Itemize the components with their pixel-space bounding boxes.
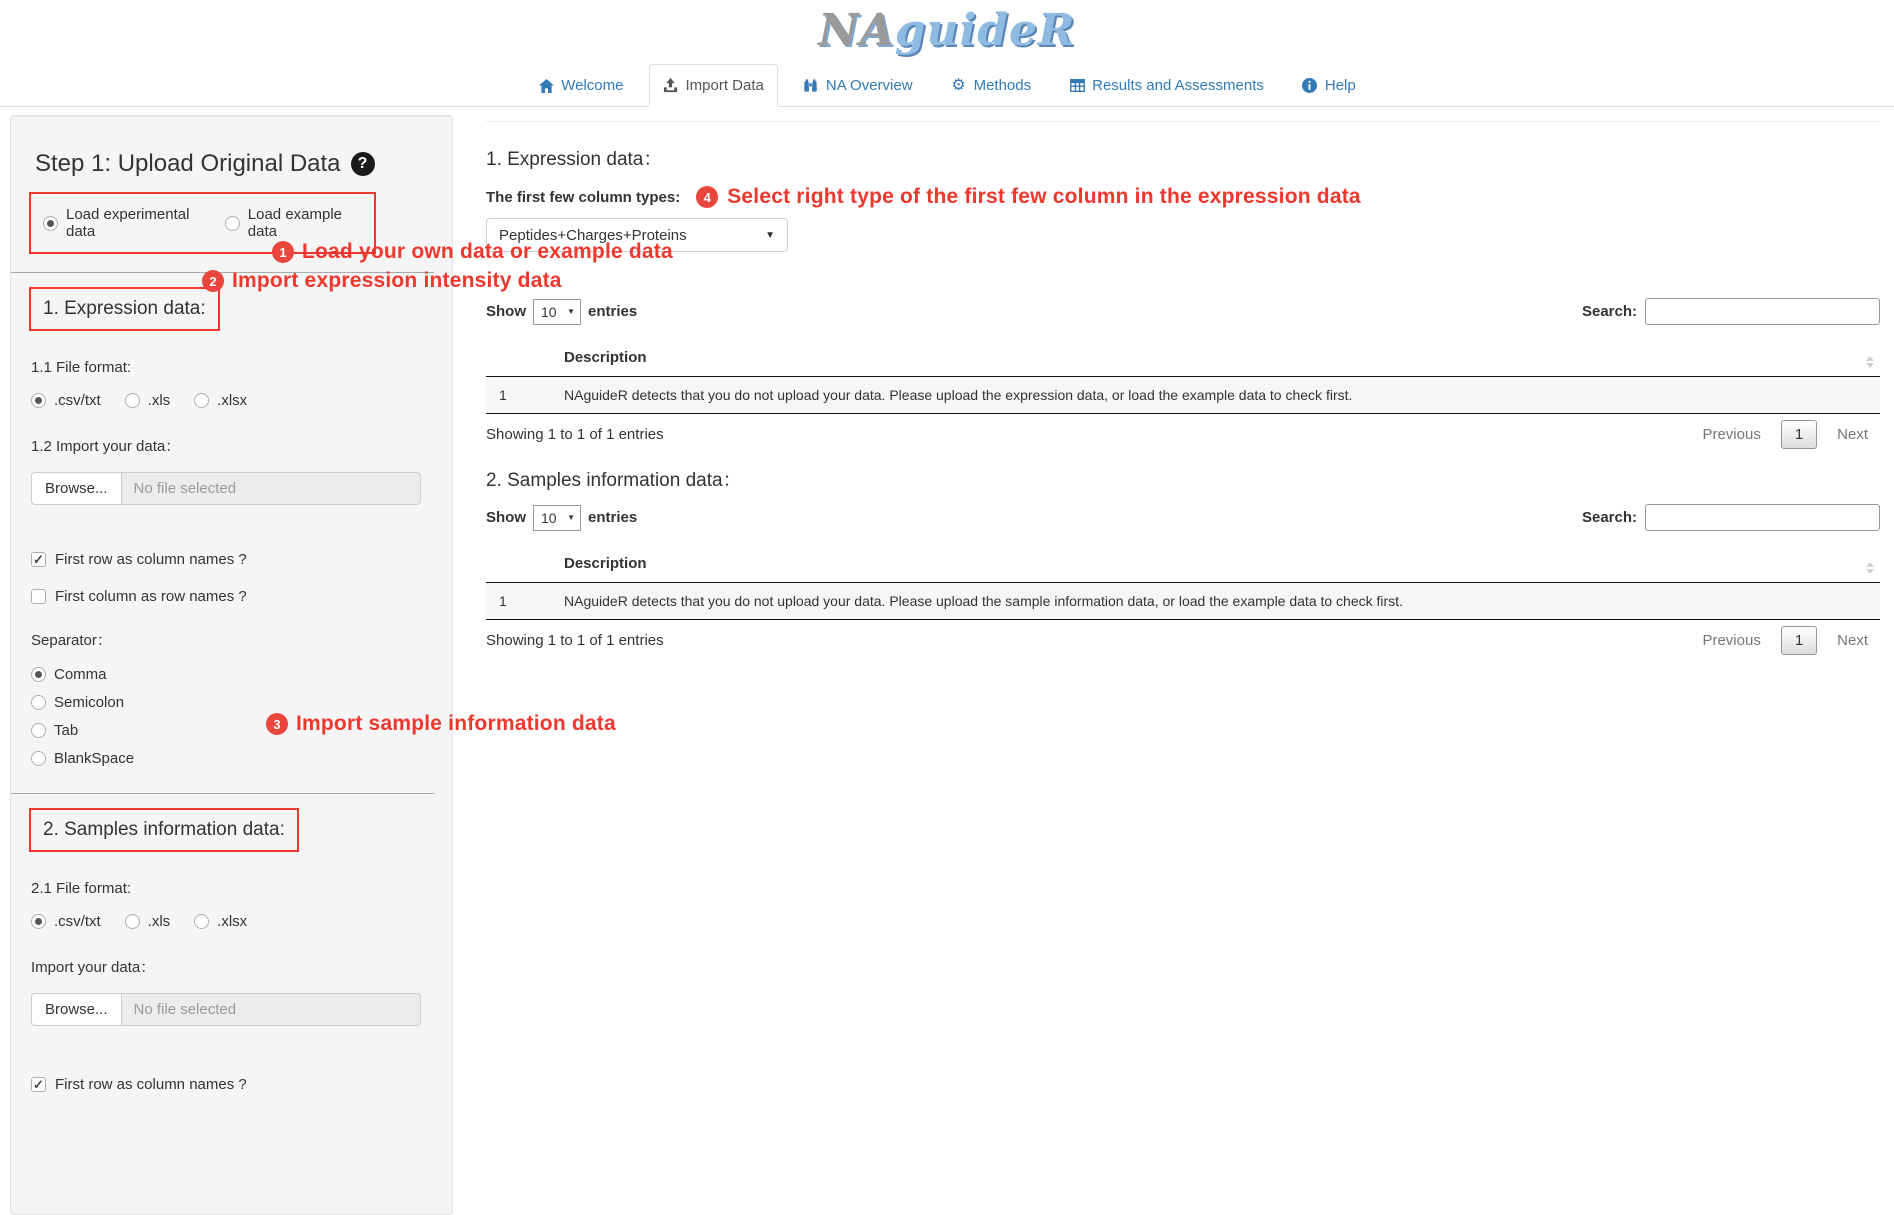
- file-selected-text-samples: No file selected: [122, 993, 421, 1026]
- annotation-1-text: Load your own data or example data: [302, 240, 673, 263]
- sidebar-title: [35, 150, 432, 178]
- row-index-cell: 1: [499, 593, 507, 609]
- radio-dot: [31, 914, 46, 929]
- gears-icon: ⚙: [951, 76, 966, 94]
- radio-format1-xlsx[interactable]: [194, 392, 247, 409]
- table1-controls: [486, 298, 1880, 325]
- tab-methods[interactable]: [938, 65, 1045, 106]
- browse-button-samples[interactable]: Browse...: [31, 993, 122, 1026]
- annotation-4: [696, 185, 1361, 209]
- table2-controls: [486, 504, 1880, 531]
- tab-welcome-label: Welcome: [561, 77, 624, 94]
- main-panel: [453, 115, 1884, 1215]
- main-nav: [0, 60, 1894, 107]
- radio-load-experimental[interactable]: [43, 206, 207, 240]
- tab-na-overview[interactable]: [790, 65, 926, 106]
- sort-icon[interactable]: [1866, 562, 1874, 574]
- tab-import-data[interactable]: [649, 64, 778, 107]
- table2-pagination: [1690, 626, 1880, 655]
- checkbox-box: [31, 589, 46, 604]
- table1-search-input[interactable]: [1645, 298, 1880, 325]
- table-icon: [1069, 78, 1085, 94]
- checkbox-label: First row as column names ?: [55, 1076, 247, 1093]
- table1-header-row[interactable]: [486, 343, 1880, 377]
- app-logo: [818, 6, 1075, 56]
- expression-heading-annotation-box: [29, 287, 220, 331]
- table1-length-control: [486, 299, 637, 325]
- current-page-button[interactable]: 1: [1781, 420, 1817, 449]
- radio-dot: [125, 914, 140, 929]
- radio-dot: [43, 216, 58, 231]
- import-data-label-1: 1.2 Import your data：: [31, 438, 181, 455]
- samples-heading: 2. Samples information data:: [43, 819, 285, 840]
- chevron-down-icon: ▼: [765, 229, 775, 241]
- radio-dot: [31, 723, 46, 738]
- radio-load-example[interactable]: [225, 206, 362, 240]
- checkbox-label: First column as row names ?: [55, 588, 247, 605]
- file-format-label-2: 2.1 File format:: [31, 880, 132, 897]
- previous-page-button[interactable]: Previous: [1702, 632, 1761, 649]
- sidebar-title-text: Step 1: Upload Original Data: [35, 150, 341, 177]
- radio-dot: [125, 393, 140, 408]
- radio-sep-comma[interactable]: [31, 666, 432, 683]
- tab-na-overview-label: NA Overview: [825, 77, 913, 94]
- expression-section-heading: 1. Expression data：: [486, 149, 663, 170]
- tab-results-assessments[interactable]: [1056, 65, 1277, 106]
- tab-help-label: Help: [1324, 77, 1356, 94]
- samples-table: [486, 549, 1880, 655]
- sidebar-divider: [11, 793, 434, 794]
- expression-heading: 1. Expression data:: [43, 298, 206, 319]
- radio-dot: [194, 914, 209, 929]
- radio-format1-xls[interactable]: [125, 392, 171, 409]
- next-page-button[interactable]: Next: [1837, 426, 1868, 443]
- entries-label: entries: [588, 509, 638, 526]
- file-selected-text-expression: No file selected: [122, 472, 421, 505]
- search-label: Search:: [1581, 303, 1637, 320]
- tab-welcome[interactable]: [525, 65, 636, 106]
- logo-guider-part: guideR: [894, 5, 1076, 56]
- chevron-down-icon: ▼: [567, 307, 575, 316]
- radio-format1-csv[interactable]: [31, 392, 101, 409]
- radio-label: .xlsx: [217, 913, 248, 930]
- binoculars-icon: [803, 78, 819, 94]
- annotation-4-number: 4: [696, 186, 718, 208]
- previous-page-button[interactable]: Previous: [1702, 426, 1761, 443]
- annotation-1: [272, 240, 673, 264]
- radio-dot: [31, 667, 46, 682]
- next-page-button[interactable]: Next: [1837, 632, 1868, 649]
- radio-dot: [194, 393, 209, 408]
- radio-label: Semicolon: [54, 694, 125, 711]
- help-question-icon[interactable]: ?: [351, 152, 375, 176]
- page-size-value: 10: [541, 303, 557, 320]
- page-size-value: 10: [541, 509, 557, 526]
- radio-label: Load experimental data: [66, 206, 190, 240]
- search-label: Search:: [1581, 509, 1637, 526]
- radio-label: Comma: [54, 666, 107, 683]
- checkbox-box: [31, 1077, 46, 1092]
- logo-na-part: NA: [818, 5, 895, 56]
- index-column-header: [486, 549, 564, 582]
- radio-format2-xls[interactable]: [125, 913, 171, 930]
- description-column-header: Description: [564, 555, 647, 572]
- row-description-cell: NAguideR detects that you do not upload your data. Please upload the sample information data, or load the example data to check first.: [564, 593, 1403, 609]
- file-input-samples: [31, 993, 421, 1026]
- radio-format2-xlsx[interactable]: [194, 913, 247, 930]
- annotation-2: [202, 269, 562, 293]
- annotation-3-text: Import sample information data: [296, 712, 616, 735]
- checkbox-box: [31, 552, 46, 567]
- table1-page-size-select[interactable]: [533, 299, 581, 325]
- app-header: [0, 0, 1894, 60]
- table1-search: [1582, 298, 1880, 325]
- row-index-cell: 1: [499, 387, 507, 403]
- row-description-cell: NAguideR detects that you do not upload your data. Please upload the expression data, or load the example data to check first.: [564, 387, 1353, 403]
- upload-icon: [663, 78, 679, 94]
- info-icon: [1302, 78, 1318, 94]
- radio-sep-semicolon[interactable]: [31, 694, 432, 711]
- description-column-header: Description: [564, 349, 647, 366]
- table2-search: [1582, 504, 1880, 531]
- import-data-label-2: Import your data：: [31, 959, 156, 976]
- checkbox-first-row-expression[interactable]: [31, 551, 432, 568]
- radio-label: .csv/txt: [54, 913, 101, 930]
- chevron-down-icon: ▼: [567, 513, 575, 522]
- column-types-selected-value: Peptides+Charges+Proteins: [499, 226, 687, 244]
- radio-dot: [31, 695, 46, 710]
- tab-import-data-label: Import Data: [685, 77, 764, 94]
- index-column-header: [486, 343, 564, 376]
- table2-info: Showing 1 to 1 of 1 entries: [486, 632, 664, 649]
- samples-heading-annotation-box: [29, 808, 299, 852]
- table2-page-size-select[interactable]: [533, 505, 581, 531]
- show-label: Show: [486, 509, 526, 526]
- radio-format2-csv[interactable]: [31, 913, 101, 930]
- radio-label: BlankSpace: [54, 750, 135, 767]
- radio-dot: [31, 393, 46, 408]
- table1-info: Showing 1 to 1 of 1 entries: [486, 426, 664, 443]
- browse-button-expression[interactable]: Browse...: [31, 472, 122, 505]
- annotation-3: [266, 712, 616, 736]
- annotation-1-number: 1: [272, 241, 294, 263]
- radio-sep-blankspace[interactable]: [31, 750, 432, 767]
- separator-label: Separator：: [31, 632, 112, 649]
- column-types-label: The first few column types:: [486, 188, 681, 206]
- checkbox-first-row-samples[interactable]: [31, 1076, 432, 1093]
- radio-label: .xls: [147, 392, 171, 409]
- table2-header-row[interactable]: [486, 549, 1880, 583]
- table-row: [486, 583, 1880, 620]
- checkbox-label: First row as column names ?: [55, 551, 247, 568]
- annotation-3-number: 3: [266, 713, 288, 735]
- checkbox-first-col-expression[interactable]: [31, 588, 432, 605]
- file-format-label-1: 1.1 File format:: [31, 359, 132, 376]
- table2-length-control: [486, 505, 637, 531]
- radio-label: .csv/txt: [54, 392, 101, 409]
- table2-search-input[interactable]: [1645, 504, 1880, 531]
- annotation-4-text: Select right type of the first few column in the expression data: [727, 185, 1361, 208]
- current-page-button[interactable]: 1: [1781, 626, 1817, 655]
- radio-label: Load example data: [247, 206, 343, 240]
- tab-help[interactable]: [1289, 65, 1369, 106]
- main-top-divider: [486, 121, 1880, 122]
- annotation-2-number: 2: [202, 270, 224, 292]
- tab-results-assessments-label: Results and Assessments: [1092, 77, 1264, 94]
- expression-table: [486, 343, 1880, 449]
- sort-icon[interactable]: [1866, 356, 1874, 368]
- entries-label: entries: [588, 303, 638, 320]
- table-row: [486, 377, 1880, 414]
- samples-section-heading: 2. Samples information data：: [486, 470, 742, 491]
- tab-methods-label: Methods: [973, 77, 1032, 94]
- table1-pagination: [1690, 420, 1880, 449]
- radio-label: Tab: [54, 722, 79, 739]
- home-icon: [538, 78, 554, 94]
- annotation-2-text: Import expression intensity data: [232, 269, 562, 292]
- radio-dot: [31, 751, 46, 766]
- file-input-expression: [31, 472, 421, 505]
- show-label: Show: [486, 303, 526, 320]
- radio-label: .xls: [147, 913, 171, 930]
- radio-dot: [225, 216, 240, 231]
- radio-label: .xlsx: [217, 392, 248, 409]
